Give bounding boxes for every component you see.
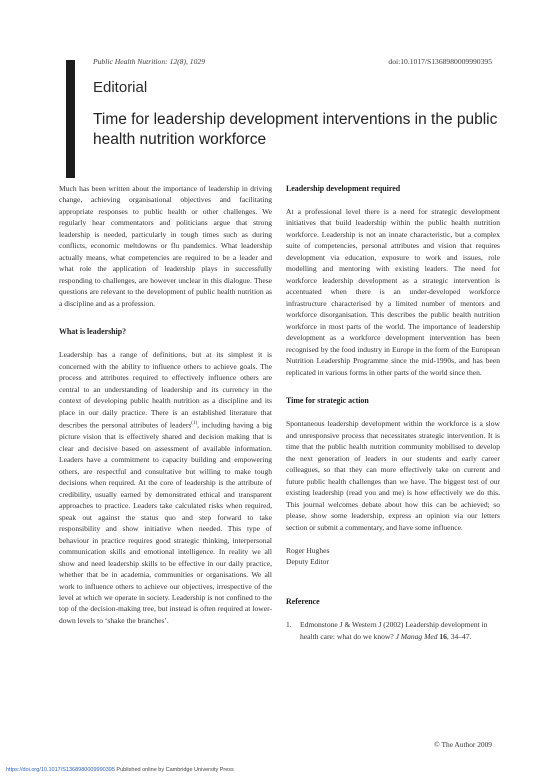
author-name: Roger Hughes: [286, 545, 330, 555]
footer-text: Published online by Cambridge University Press: [114, 767, 234, 773]
right-column: [286, 183, 500, 642]
leadership-paragraph: [59, 349, 272, 626]
reference-item: [286, 619, 500, 642]
heading-reference: Reference: [286, 597, 320, 607]
citation-marker[interactable]: (1): [191, 421, 198, 427]
intro-paragraph: Much has been written about the importance of leadership in driving change, achieving organisational objectives and facilitating appropriate responses to public health or other challenges. We regularly hear commentators and politicians argue that strong leadership is needed, particularly in tough times such as during conflicts, economic meltdowns or flu pandemics. What leadership actually means, what competencies are required to be a leader and what role the application of leadership plays in successfully responding to challenges, are however unclear in this dialogue. These questions are relevant to the development of public health nutrition as a discipline and as a profession.: [59, 184, 272, 308]
reference-authors-title: Edmonstone J & Western J (2002) Leadership development in health care: what do we know?: [300, 620, 488, 641]
heading-leadership-development: Leadership development required: [286, 184, 401, 193]
reference-number: 1.: [286, 620, 292, 630]
section-label: Editorial: [93, 79, 148, 96]
reference-text: [300, 619, 500, 642]
reference-pages: , 34–47.: [446, 631, 472, 641]
reference-journal: J Manag Med: [395, 631, 438, 641]
leadership-text-part2: , including having a big picture vision that is effectively shared and decision making that is clear and decisive based on assessment of available information. Leaders have a commitment to capacity building and empowering others, are respectful and consultative but willing to make tough decisions when required. At the core of leadership is the attribute of credibility, usually earned by demonstrated ethical and transparent approaches to practice. Leaders take calculated risks when required, speak out against the status quo and step forward to take responsibility and show initiative when needed. This type of behaviour in practice requires good strategic thinking, interpersonal communication skills and emotional intelligence. In reality we all show and need leadership skills to be effective in our daily practice, whether that be in academia, communities or organisations. We all work to influence others to achieve our objectives, irrespective of the level at which we operate in society. Leadership is not confined to the top of the decision-making tree, but instead is often required at lower-down levels to ‘shake the branches’.: [59, 420, 272, 625]
heading-strategic-action: Time for strategic action: [286, 396, 369, 406]
journal-citation: Public Health Nutrition: 12(8), 1029: [93, 57, 205, 66]
author-role: Deputy Editor: [286, 557, 329, 567]
editorial-side-bar: [66, 60, 75, 178]
left-column: [59, 183, 272, 626]
page-footer: [6, 767, 234, 773]
doi: doi:10.1017/S1368980009990395: [388, 57, 492, 66]
article-title: Time for leadership development interventions in the public health nutrition workforce: [93, 111, 498, 148]
strategic-action-paragraph: Spontaneous leadership development within the workforce is a slow and unresponsive process that necessitates strategic intervention. It is time that the public health nutrition community mobilised to develop the next generation of leaders in our students and early career colleagues, so that they can more effectively take on current and future public health challenges than we have. The biggest test of our existing leadership (read you and me) is how effectively we do this. This journal welcomes debate about how this can be achieved; so please, show some leadership, express an opinion via our letters section or submit a commentary, and have some influence.: [286, 419, 500, 532]
heading-what-is-leadership: What is leadership?: [59, 327, 127, 337]
leadership-development-paragraph: At a professional level there is a need for strategic development initiatives that build leadership within the public health nutrition workforce. Leadership is not an innate characteristic, but a complex suite of competencies, personal attributes and vision that requires development via education, exposure to work and issues, role modelling and mentoring with existing leaders. The need for workforce leadership development as a strategic intervention is accentuated when there is an under-developed workforce infrastructure characterised by a limited number of mentors and workforce disorganisation. This describes the public health nutrition workforce in most parts of the world. The importance of leadership development as a workforce development intervention has been recognised by the food industry in Europe in the form of the European Nutrition Leadership Programme since the mid-1990s, and has been replicated in various forms in other parts of the world since then.: [286, 206, 500, 377]
reference-volume: 16: [437, 631, 447, 641]
leadership-text-part1: Leadership has a range of definitions, but at its simplest it is concerned with the ability to influence others to achieve goals. The process and attributes required to effectively influence others are central to an understanding of leadership and its currency in the context of developing public health nutrition as a discipline and its place in our daily practice. There is an established literature that describes the personal attributes of leaders: [59, 350, 272, 430]
copyright-notice: © The Author 2009: [434, 740, 492, 749]
doi-link[interactable]: https://doi.org/10.1017/S1368980009990395: [6, 767, 115, 773]
